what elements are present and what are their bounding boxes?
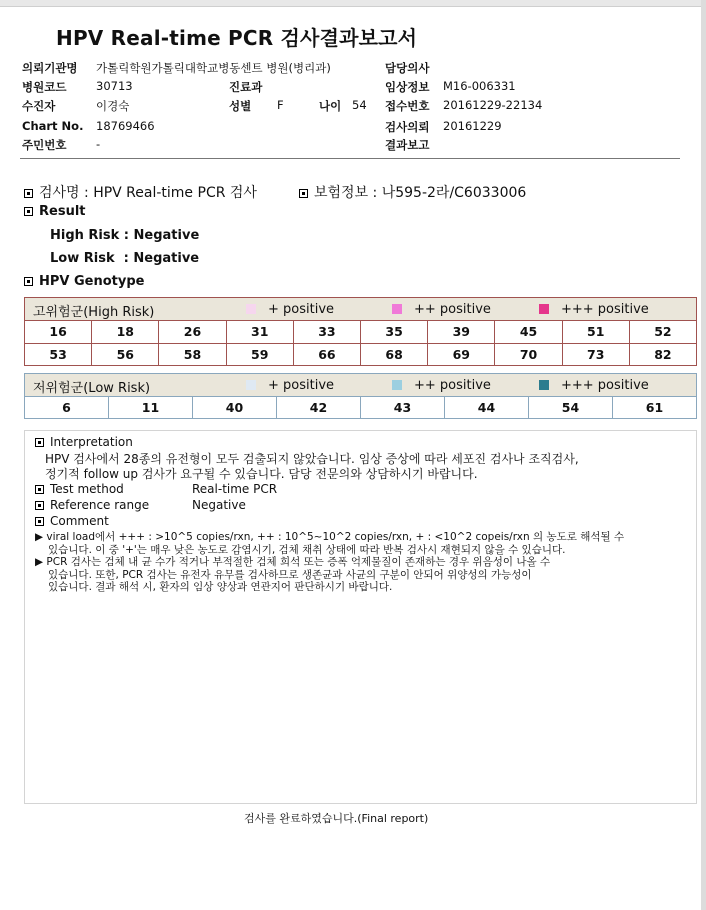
low-risk-row-1 <box>25 397 696 419</box>
hospital-code-label: 병원코드 <box>22 80 67 94</box>
legend-label: ++ positive <box>414 302 491 317</box>
test-name: 검사명 : HPV Real-time PCR 검사 <box>39 185 257 201</box>
test-method-line <box>35 482 124 496</box>
low-risk-title: 저위험군(Low Risk) <box>33 381 151 396</box>
genotype-cell: 42 <box>276 397 360 419</box>
legend-swatch <box>539 380 549 390</box>
genotype-heading-line <box>24 274 144 289</box>
high-risk-title: 고위험군(High Risk) <box>33 305 155 320</box>
interpretation-text-2: 정기적 follow up 검사가 요구될 수 있습니다. 담당 전문의와 상담하시기 바랍니다. <box>45 467 478 481</box>
institution-value: 가톨릭학원가톨릭대학교병동센트 병원(병리과) <box>96 61 331 75</box>
chart-no-label: Chart No. <box>22 119 84 133</box>
clinical-value: M16-006331 <box>443 79 516 93</box>
comment-text: PCR 검사는 검체 내 균 수가 적거나 부적절한 검체 희석 또는 증폭 억제물질이 존재하는 경우 위음성이 나올 수 <box>46 556 551 568</box>
genotype-cell: 16 <box>49 324 67 339</box>
legend-plus-plus-plus <box>539 302 649 317</box>
comment-block <box>35 531 624 594</box>
genotype-cell: 26 <box>158 321 225 343</box>
chart-no-value: 18769466 <box>96 119 155 133</box>
genotype-cell: 58 <box>158 344 225 366</box>
test-method-value: Real-time PCR <box>192 482 278 496</box>
bullet-square-icon <box>24 189 33 198</box>
genotype-heading: HPV Genotype <box>39 274 145 289</box>
genotype-cell: 44 <box>444 397 528 419</box>
institution-label: 의뢰기관명 <box>22 61 78 75</box>
bullet-square-icon <box>35 438 44 447</box>
genotype-cell: 56 <box>91 344 158 366</box>
comment-2-line-1 <box>35 556 624 569</box>
genotype-cell: 39 <box>427 321 494 343</box>
comment-heading: Comment <box>50 514 109 528</box>
low-risk-result: Low Risk : Negative <box>50 251 200 266</box>
hospital-code-value: 30713 <box>96 79 133 93</box>
bullet-square-icon <box>35 485 44 494</box>
legend-plus-plus-plus <box>539 378 649 393</box>
comment-heading-line <box>35 514 109 528</box>
test-name-line <box>24 182 257 202</box>
interpretation-box <box>24 430 697 804</box>
genotype-cell: 43 <box>360 397 444 419</box>
reference-range-value: Negative <box>192 498 246 512</box>
result-heading-line <box>24 204 86 219</box>
comment-1-line-2: 있습니다. 이 중 '+'는 매우 낮은 농도로 감염시기, 검체 채취 상태에 따라 반복 검사시 재현되지 않을 수 있습니다. <box>48 543 566 556</box>
comment-2-line-2: 있습니다. 또한, PCR 검사는 유전자 유무를 검사하므로 생존균과 사균의 구분이 안되어 위양성의 가능성이 <box>48 568 532 581</box>
genotype-cell: 54 <box>528 397 612 419</box>
legend-label: +++ positive <box>561 302 649 317</box>
receipt-label: 접수번호 <box>385 99 430 113</box>
genotype-cell: 61 <box>612 397 696 419</box>
report-date-label: 결과보고 <box>385 138 430 152</box>
legend-label: +++ positive <box>561 378 649 393</box>
rrn-label: 주민번호 <box>22 138 67 152</box>
genotype-cell: 51 <box>562 321 629 343</box>
dept-label: 진료과 <box>229 80 263 94</box>
genotype-cell: 18 <box>91 321 158 343</box>
genotype-cell: 53 <box>49 347 67 362</box>
legend-label: + positive <box>268 378 335 393</box>
interpretation-heading-line <box>35 435 133 449</box>
final-report-footer: 검사를 완료하였습니다.(Final report) <box>244 812 429 825</box>
genotype-cell: 59 <box>226 344 293 366</box>
rrn-value: - <box>96 137 101 151</box>
comment-2-line-3: 있습니다. 결과 해석 시, 환자의 임상 양상과 연관지어 판단하시기 바랍니다. <box>48 581 393 593</box>
genotype-cell: 69 <box>427 344 494 366</box>
high-risk-table-header <box>25 298 696 321</box>
genotype-cell: 31 <box>226 321 293 343</box>
bullet-square-icon <box>24 207 33 216</box>
genotype-cell: 35 <box>360 321 427 343</box>
legend-swatch <box>246 304 256 314</box>
doctor-label: 담당의사 <box>385 61 430 75</box>
comment-1-line-1 <box>35 531 624 544</box>
genotype-cell: 45 <box>494 321 561 343</box>
arrow-right-icon: ▶ <box>35 531 44 543</box>
legend-plus <box>246 302 334 317</box>
high-risk-row-1 <box>25 321 696 343</box>
genotype-cell: 66 <box>293 344 360 366</box>
header-divider <box>20 158 680 159</box>
genotype-cell: 40 <box>192 397 276 419</box>
age-label: 나이 <box>319 99 342 113</box>
report-title: HPV Real-time PCR 검사결과보고서 <box>56 26 418 50</box>
genotype-cell: 82 <box>629 344 696 366</box>
reference-range-line <box>35 498 149 512</box>
interpretation-heading: Interpretation <box>50 435 133 449</box>
bullet-square-icon <box>35 517 44 526</box>
comment-text: viral load에서 +++ : >10^5 copies/rxn, ++ : 10^5~10^2 copies/rxn, + : <10^2 copeis/rxn 의 농도로 해석될 수 <box>46 531 625 543</box>
legend-swatch <box>392 304 402 314</box>
bullet-square-icon <box>35 501 44 510</box>
result-heading: Result <box>39 204 86 219</box>
legend-plus <box>246 378 334 393</box>
high-risk-row-2 <box>25 343 696 366</box>
genotype-cell: 70 <box>494 344 561 366</box>
insurance-line <box>299 182 526 202</box>
legend-label: ++ positive <box>414 378 491 393</box>
request-date-label: 검사의뢰 <box>385 120 430 134</box>
interpretation-text-1: HPV 검사에서 28종의 유전형이 모두 검출되지 않았습니다. 임상 증상에 따라 세포진 검사나 조직검사, <box>45 452 579 466</box>
request-date-value: 20161229 <box>443 119 502 133</box>
legend-plus-plus <box>392 378 491 393</box>
arrow-right-icon: ▶ <box>35 556 44 568</box>
genotype-cell: 68 <box>360 344 427 366</box>
test-method-label: Test method <box>50 482 124 496</box>
legend-plus-plus <box>392 302 491 317</box>
bullet-square-icon <box>24 277 33 286</box>
sex-label: 성별 <box>229 99 252 113</box>
reference-range-label: Reference range <box>50 498 150 512</box>
genotype-cell: 73 <box>562 344 629 366</box>
window-top-bar <box>0 0 706 7</box>
legend-swatch <box>392 380 402 390</box>
insurance-info: 보험정보 : 나595-2라/C6033006 <box>314 185 527 201</box>
genotype-cell: 6 <box>62 400 71 415</box>
patient-value: 이경숙 <box>96 99 130 113</box>
clinical-label: 임상정보 <box>385 80 430 94</box>
legend-swatch <box>246 380 256 390</box>
bullet-square-icon <box>299 189 308 198</box>
patient-label: 수진자 <box>22 99 56 113</box>
scrollbar[interactable] <box>701 0 706 910</box>
high-risk-genotype-table <box>24 297 697 366</box>
genotype-cell: 11 <box>108 397 192 419</box>
low-risk-table-header <box>25 374 696 397</box>
receipt-value: 20161229-22134 <box>443 98 543 112</box>
legend-label: + positive <box>268 302 335 317</box>
legend-swatch <box>539 304 549 314</box>
genotype-cell: 52 <box>629 321 696 343</box>
high-risk-result: High Risk : Negative <box>50 228 200 243</box>
low-risk-genotype-table <box>24 373 697 419</box>
genotype-cell: 33 <box>293 321 360 343</box>
age-value: 54 <box>352 98 367 112</box>
sex-value: F <box>277 98 284 112</box>
